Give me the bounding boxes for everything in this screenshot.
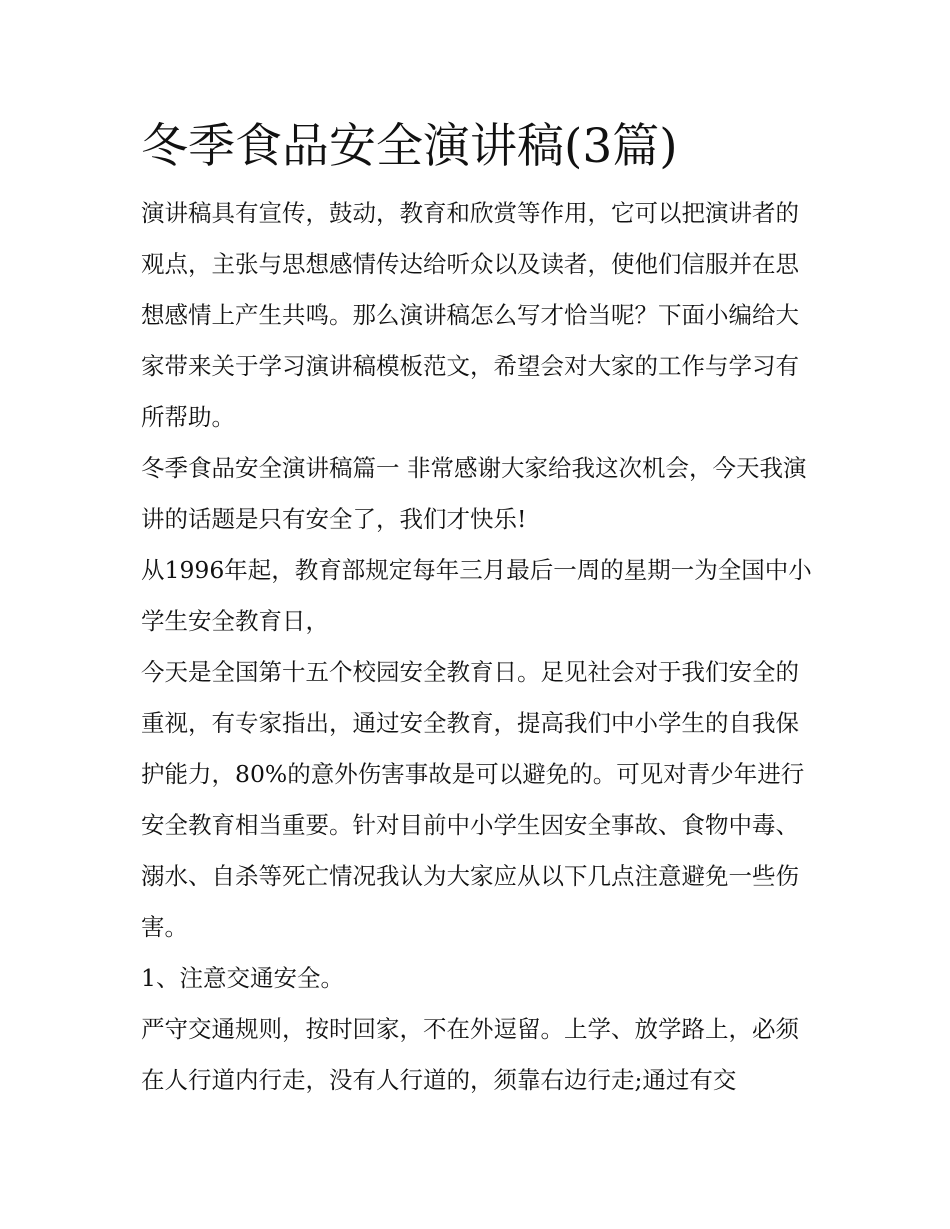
paragraph-safety-day: 从1996年起，教育部规定每年三月最后一周的星期一为全国中小学生安全教育日， (141, 556, 812, 635)
paragraph-speech-opening: 冬季食品安全演讲稿篇一 非常感谢大家给我这次机会，今天我演讲的话题是只有安全了，我们才快乐! (141, 454, 807, 533)
document-title: 冬季食品安全演讲稿(3篇) (141, 119, 678, 174)
document-page (141, 112, 821, 1106)
paragraph-importance: 今天是全国第十五个校园安全教育日。足见社会对于我们安全的重视，有专家指出，通过安全教育，提高我们中小学生的自我保护能力，80%的意外伤害事故是可以避免的。可见对青少年进行安全教育相当重要。针对目前中小学生因安全事故、食物中毒、溺水、自杀等死亡情况我认为大家应从以下几点注意避免一些伤害。 (141, 658, 805, 941)
paragraph-intro: 演讲稿具有宣传，鼓动，教育和欣赏等作用，它可以把演讲者的观点，主张与思想感情传达给听众以及读者，使他们信服并在思想感情上产生共鸣。那么演讲稿怎么写才恰当呢？下面小编给大家带来关于学习演讲稿模板范文，希望会对大家的工作与学习有所帮助。 (141, 199, 799, 431)
paragraph-traffic-rules: 严守交通规则，按时回家，不在外逗留。上学、放学路上，必须在人行道内行走，没有人行道的，须靠右边行走;通过有交 (141, 1015, 799, 1094)
paragraph-heading-traffic: 1、注意交通安全。 (141, 964, 344, 992)
